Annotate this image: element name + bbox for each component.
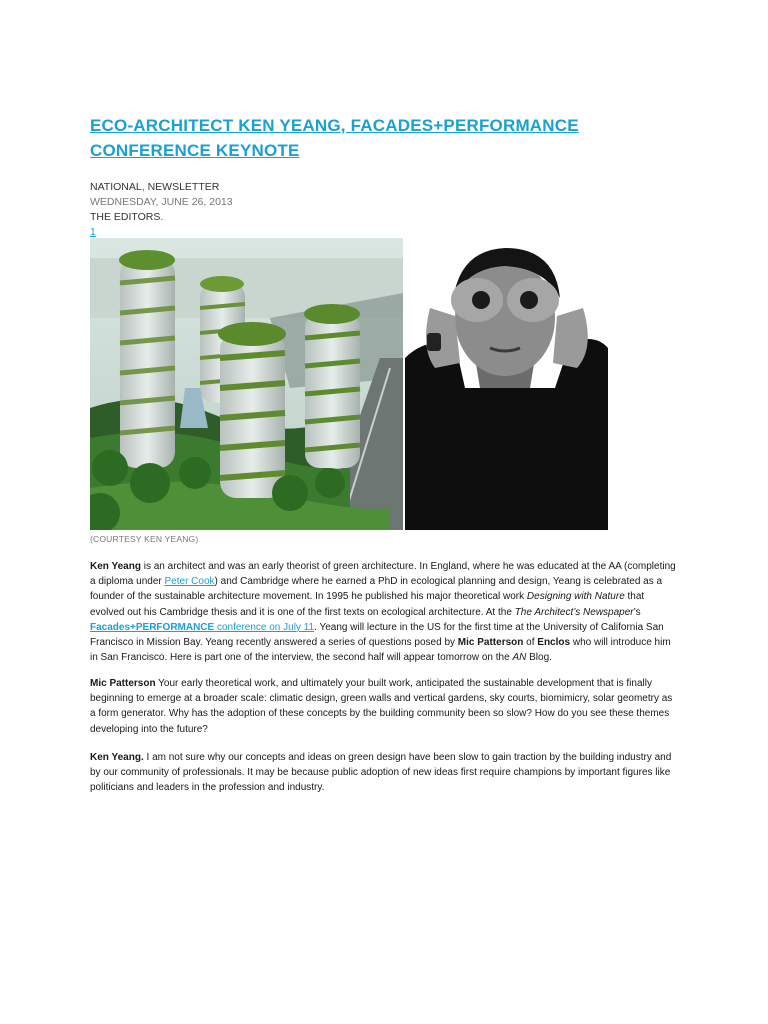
category-separator: , <box>141 181 148 193</box>
answer-text: I am not sure why our concepts and ideas on green design have been slow to gain traction by the building industry and by our community of professionals. It may be because public adoption of new ideas first require champions by important figures like politicians and leaders in the profession and industry. <box>90 752 672 794</box>
article-meta <box>90 180 233 240</box>
answer-speaker: Ken Yeang. <box>90 752 144 763</box>
category-link-newsletter[interactable]: NEWSLETTER <box>147 181 220 193</box>
text: Blog. <box>526 652 552 664</box>
publish-date: WEDNESDAY, JUNE 26, 2013 <box>90 196 233 208</box>
text: of <box>523 637 538 649</box>
facades-link-text: Facades+PERFORMANCE <box>90 621 215 633</box>
author-suffix: . <box>160 211 164 223</box>
question-speaker: Mic Patterson <box>90 678 156 689</box>
publication-name: The Architect’s Newspaper <box>514 606 634 618</box>
text: is an architect and was an early theorist of green architecture. In England, where he was educated at the AA (completing a diploma under <box>90 561 676 588</box>
peter-cook-link[interactable]: Peter Cook <box>164 576 215 588</box>
question-paragraph <box>90 676 680 737</box>
facades-performance-link[interactable] <box>90 622 314 633</box>
conference-link-text: conference on July 11 <box>214 621 315 633</box>
image-caption: (COURTESY KEN YEANG) <box>90 534 199 544</box>
building-rendering-image <box>90 238 403 530</box>
category-link-national[interactable]: NATIONAL <box>90 181 142 193</box>
ken-yeang-portrait-image <box>405 238 608 530</box>
text: who will introduce him in San Francisco. Here is part one of the interview, the second half will appear tomorrow on the <box>90 637 671 664</box>
author-line <box>90 210 233 225</box>
answer-paragraph <box>90 750 680 796</box>
text: that evolved out his Cambridge thesis and it is one of the first texts on ecological architecture. At the <box>90 591 645 618</box>
article-title-link[interactable]: ECO-ARCHITECT KEN YEANG, FACADES+PERFORMANCE CONFERENCE KEYNOTE <box>90 116 579 160</box>
mic-patterson-name: Mic Patterson <box>457 637 524 649</box>
enclos-name: Enclos <box>537 637 571 649</box>
intro-paragraph <box>90 559 680 665</box>
text: . Yeang will lecture in the US for the first time at the University of California San Francisco in Mission Bay. Yeang recently answered a series of questions posed by <box>90 621 664 649</box>
an-blog-name: AN <box>512 652 527 664</box>
author-link[interactable]: THE EDITORS <box>90 211 161 223</box>
book-title: Designing with Nature <box>526 591 625 603</box>
comment-count-link[interactable]: 1 <box>90 226 96 238</box>
subject-name: Ken Yeang <box>90 561 141 572</box>
question-text: Your early theoretical work, and ultimately your built work, anticipated the sustainable development that is finally beginning to emerge at a broader scale: climatic design, green walls and vertical gardens, sky courts, biomimicry, solar geometry as a form generator. Why has the adoption of these concepts by the building community been so slow? How do you see these themes developing into the future? <box>90 678 673 735</box>
text: ) and Cambridge where he earned a PhD in ecological planning and design, Yeang is celebrated as a founder of the sustainable architecture movement. In 1995 he published his major theoretical work <box>90 576 663 603</box>
text: ’s <box>633 606 641 618</box>
categories <box>90 180 233 195</box>
